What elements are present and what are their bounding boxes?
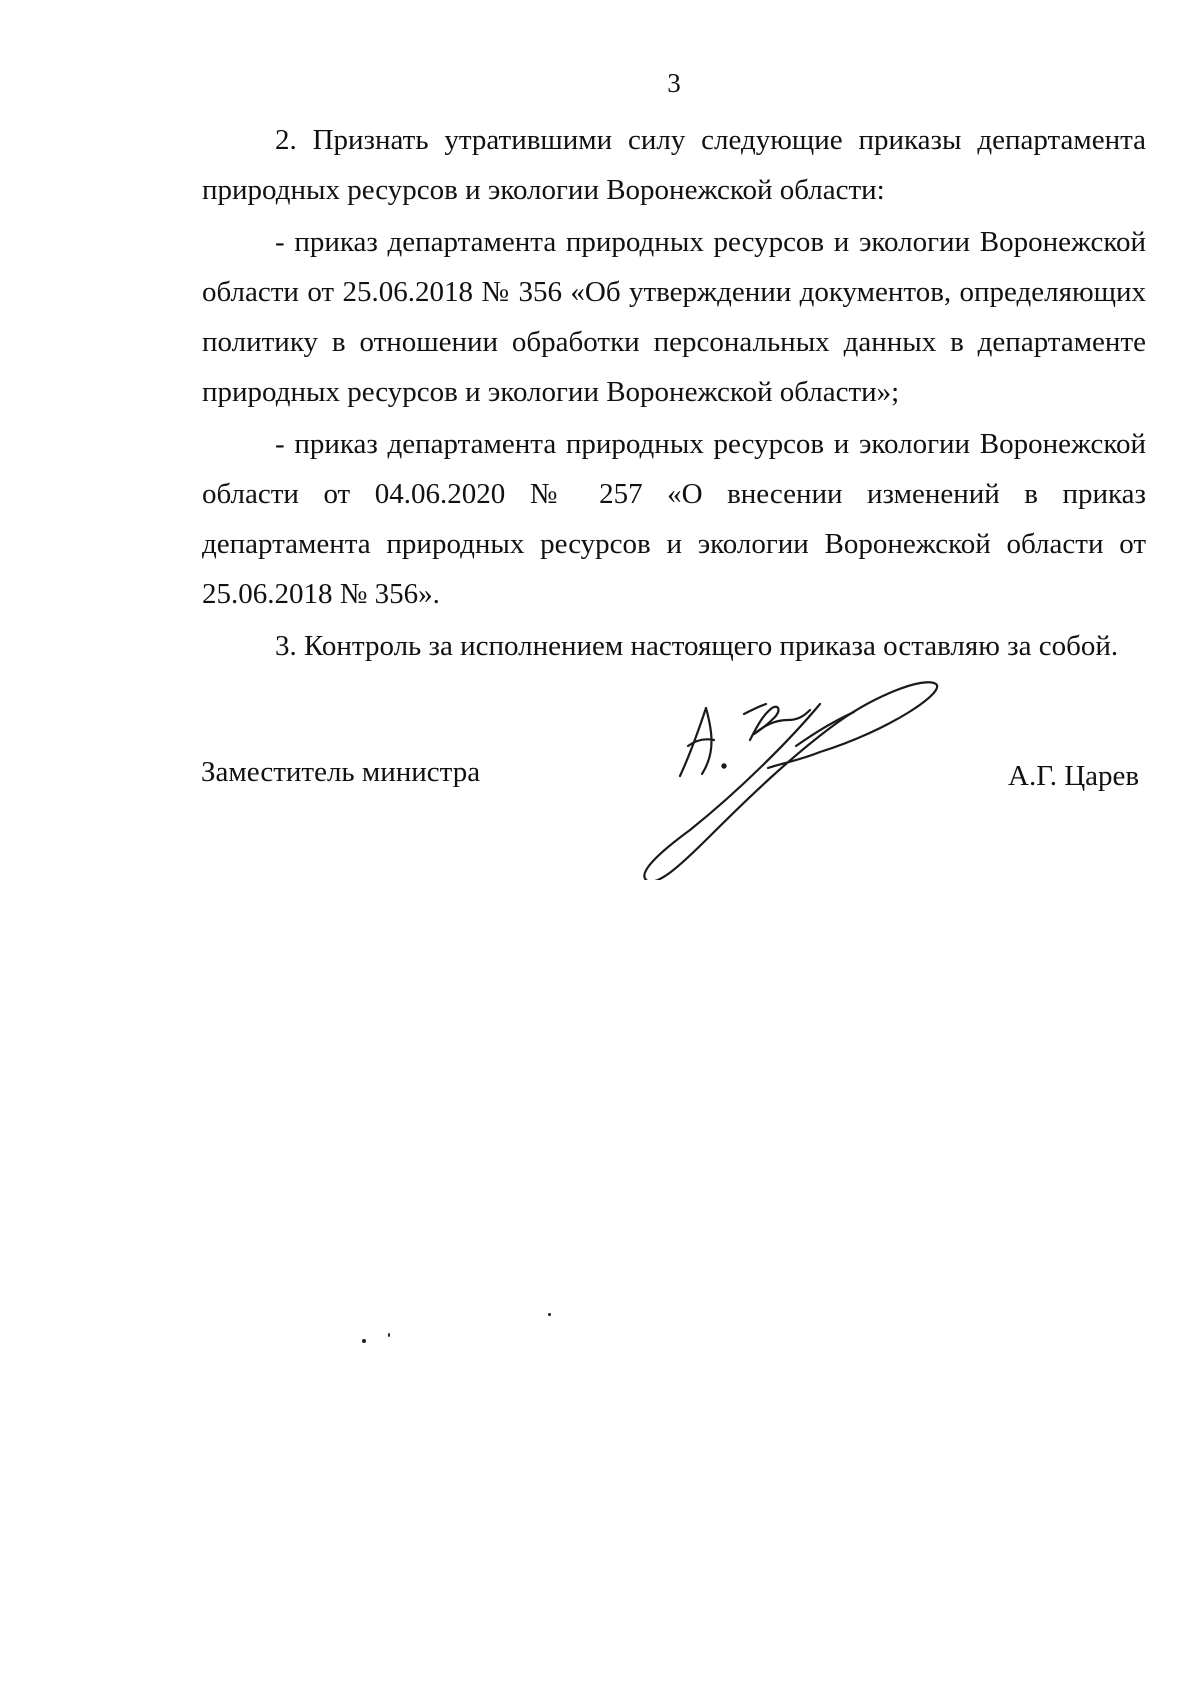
scan-speck <box>388 1333 390 1337</box>
signature-block <box>0 680 1200 880</box>
signer-title: Заместитель министра <box>201 756 481 788</box>
paragraph-subitem-2: - приказ департамента природных ресурсов и экологии Воронежской области от 04.06.2020 № 257 «О внесении изменений в приказ департамента природных ресурсов и экологии Воронежской области от 25.06.2018 № 356». <box>202 428 1146 610</box>
handwritten-signature <box>640 680 1020 880</box>
signer-name: А.Г. Царев <box>1008 760 1140 792</box>
page-number: 3 <box>667 68 681 98</box>
scan-speck <box>548 1313 551 1316</box>
paragraph-item-3: 3. Контроль за исполнением настоящего приказа оставляю за собой. <box>275 630 1119 662</box>
paragraph-subitem-1: - приказ департамента природных ресурсов и экологии Воронежской области от 25.06.2018 № 356 «Об утверждении документов, определяющих политику в отношении обработки персональных данных в департаменте природных ресурсов и экологии Воронежской области»; <box>202 226 1146 408</box>
scan-speck <box>362 1339 366 1343</box>
document-body <box>202 115 1146 673</box>
paragraph-item-2: 2. Признать утратившими силу следующие приказы департамента природных ресурсов и экологии Воронежской области: <box>202 124 1146 206</box>
